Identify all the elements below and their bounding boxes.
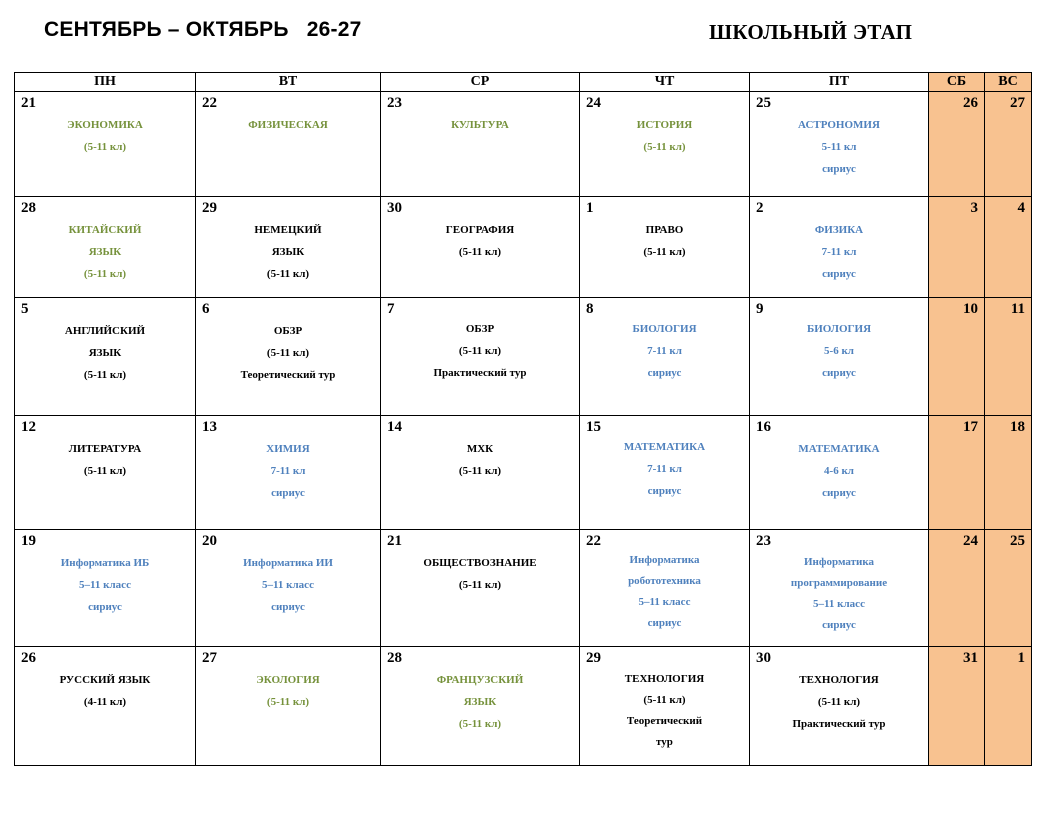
calendar-day-cell-tue bbox=[196, 647, 381, 766]
day-number: 25 bbox=[1010, 533, 1025, 549]
subject-detail: сириус bbox=[822, 619, 856, 631]
subject-name: АСТРОНОМИЯ bbox=[798, 119, 880, 131]
subject-name: БИОЛОГИЯ bbox=[806, 323, 872, 335]
subject-detail: Теоретический тур bbox=[240, 369, 336, 381]
subject-detail: 5–11 класс bbox=[262, 579, 314, 591]
subject-name: НЕМЕЦКИЙ bbox=[254, 224, 322, 236]
subject-detail: (4-11 кл) bbox=[83, 696, 127, 708]
subject-name: Информатика bbox=[803, 556, 874, 568]
subject-detail: 5-11 кл bbox=[821, 141, 857, 153]
calendar-week-row bbox=[15, 416, 1032, 530]
subject-detail: Практический тур bbox=[792, 718, 886, 730]
subject-detail: 7-11 кл bbox=[270, 465, 306, 477]
calendar-day-cell-sat bbox=[929, 416, 985, 530]
subject-detail: 5–11 класс bbox=[638, 596, 691, 608]
subject-detail: сириус bbox=[647, 485, 682, 497]
calendar-day-cell-tue bbox=[196, 197, 381, 298]
subject-name: ЛИТЕРАТУРА bbox=[68, 443, 142, 455]
day-number: 16 bbox=[756, 419, 771, 435]
subject-name: ЭКОНОМИКА bbox=[67, 119, 143, 131]
day-number: 4 bbox=[1017, 200, 1025, 216]
calendar-day-cell-tue bbox=[196, 298, 381, 416]
day-number: 21 bbox=[21, 95, 36, 111]
subject-block bbox=[580, 219, 749, 263]
subject-detail: (5-11 кл) bbox=[643, 246, 686, 258]
day-number: 1 bbox=[586, 200, 594, 216]
day-number: 1 bbox=[1017, 650, 1025, 666]
calendar-day-cell-sun bbox=[985, 416, 1032, 530]
subject-detail: ЯЗЫК bbox=[463, 696, 497, 708]
subject-name: КИТАЙСКИЙ bbox=[68, 224, 142, 236]
subject-block bbox=[580, 669, 749, 753]
subject-name: МХК bbox=[466, 443, 494, 455]
subject-detail: 7-11 кл bbox=[821, 246, 857, 258]
subject-block bbox=[750, 318, 928, 384]
day-number: 21 bbox=[387, 533, 402, 549]
day-number: 20 bbox=[202, 533, 217, 549]
day-number: 24 bbox=[586, 95, 601, 111]
subject-block bbox=[750, 669, 928, 735]
subject-block bbox=[15, 320, 195, 386]
subject-block bbox=[15, 114, 195, 158]
day-number: 22 bbox=[202, 95, 217, 111]
subject-detail: сириус bbox=[822, 367, 856, 379]
subject-name: ПРАВО bbox=[645, 224, 684, 236]
subject-detail: сириус bbox=[822, 163, 856, 175]
calendar-day-cell-sat bbox=[929, 647, 985, 766]
subject-detail: робототехника bbox=[628, 575, 701, 587]
subject-detail: (5-11 кл) bbox=[458, 345, 502, 357]
day-number: 2 bbox=[756, 200, 764, 216]
day-number: 30 bbox=[387, 200, 402, 216]
day-number: 6 bbox=[202, 301, 210, 317]
subject-block bbox=[196, 320, 380, 386]
calendar-day-cell-fri bbox=[750, 298, 929, 416]
subject-detail: 4-6 кл bbox=[824, 465, 854, 477]
day-number: 31 bbox=[963, 650, 978, 666]
subject-name: ТЕХНОЛОГИЯ bbox=[799, 674, 879, 686]
calendar-week-row bbox=[15, 647, 1032, 766]
calendar-day-cell-sun bbox=[985, 197, 1032, 298]
day-number: 25 bbox=[756, 95, 771, 111]
day-number: 9 bbox=[756, 301, 764, 317]
subject-detail: Практический тур bbox=[433, 367, 527, 379]
day-number: 19 bbox=[21, 533, 36, 549]
day-number: 8 bbox=[586, 301, 594, 317]
day-number: 3 bbox=[970, 200, 978, 216]
calendar-day-cell-wed bbox=[381, 530, 580, 647]
day-number: 30 bbox=[756, 650, 771, 666]
subject-detail: (5-11 кл) bbox=[83, 141, 127, 153]
subject-name: Информатика ИИ bbox=[243, 557, 333, 569]
subject-name: Информатика ИБ bbox=[60, 557, 150, 569]
day-number: 13 bbox=[202, 419, 217, 435]
day-number: 26 bbox=[21, 650, 36, 666]
calendar-day-cell-thu bbox=[580, 530, 750, 647]
subject-block bbox=[381, 669, 579, 735]
day-number: 28 bbox=[387, 650, 402, 666]
calendar-week-row bbox=[15, 92, 1032, 197]
calendar-day-cell-thu bbox=[580, 416, 750, 530]
weekday-header-fri: ПТ bbox=[750, 73, 929, 92]
subject-block bbox=[750, 114, 928, 180]
subject-detail: 5–11 класс bbox=[79, 579, 131, 591]
subject-name: ФИЗИКА bbox=[814, 224, 864, 236]
subject-block bbox=[15, 219, 195, 285]
subject-block bbox=[580, 436, 749, 502]
subject-name: АНГЛИЙСКИЙ bbox=[64, 325, 146, 337]
day-number: 10 bbox=[963, 301, 978, 317]
stage-title: ШКОЛЬНЫЙ ЭТАП bbox=[709, 20, 913, 44]
subject-name: КУЛЬТУРА bbox=[451, 119, 509, 131]
subject-name: ФИЗИЧЕСКАЯ bbox=[248, 119, 328, 131]
calendar-day-cell-mon bbox=[15, 298, 196, 416]
calendar-day-cell-wed bbox=[381, 92, 580, 197]
weekday-header-sat: СБ bbox=[929, 73, 985, 92]
subject-block bbox=[196, 114, 380, 136]
calendar-day-cell-thu bbox=[580, 647, 750, 766]
subject-name: ОБЩЕСТВОЗНАНИЕ bbox=[423, 557, 537, 569]
calendar-day-cell-tue bbox=[196, 530, 381, 647]
calendar-day-cell-sat bbox=[929, 92, 985, 197]
subject-name: ОБЗР bbox=[465, 323, 495, 335]
subject-detail: (5-11 кл) bbox=[266, 696, 310, 708]
day-number: 29 bbox=[586, 650, 601, 666]
subject-detail: (5-11 кл) bbox=[458, 718, 502, 730]
subject-name: МАТЕМАТИКА bbox=[623, 441, 706, 453]
subject-detail: (5-11 кл) bbox=[817, 696, 861, 708]
calendar-day-cell-sun bbox=[985, 647, 1032, 766]
subject-detail: программирование bbox=[790, 577, 888, 589]
subject-detail: сириус bbox=[647, 367, 682, 379]
subject-name: РУССКИЙ ЯЗЫК bbox=[59, 674, 151, 686]
subject-detail: (5-11 кл) bbox=[458, 246, 502, 258]
subject-detail: (5-11 кл) bbox=[458, 579, 502, 591]
day-number: 27 bbox=[1010, 95, 1025, 111]
subject-detail: сириус bbox=[822, 268, 856, 280]
weekday-header-tue: ВТ bbox=[196, 73, 381, 92]
calendar-day-cell-tue bbox=[196, 416, 381, 530]
day-number: 27 bbox=[202, 650, 217, 666]
day-number: 7 bbox=[387, 301, 395, 317]
subject-detail: (5-11 кл) bbox=[643, 694, 686, 706]
calendar-day-cell-sun bbox=[985, 530, 1032, 647]
calendar-day-cell-fri bbox=[750, 647, 929, 766]
subject-name: Информатика bbox=[629, 554, 700, 566]
day-number: 23 bbox=[756, 533, 771, 549]
calendar-day-cell-wed bbox=[381, 197, 580, 298]
subject-block bbox=[381, 438, 579, 482]
subject-block bbox=[15, 552, 195, 618]
subject-detail: тур bbox=[656, 736, 673, 748]
subject-block bbox=[381, 318, 579, 384]
calendar-day-cell-mon bbox=[15, 92, 196, 197]
calendar-day-cell-sat bbox=[929, 298, 985, 416]
subject-detail: ЯЗЫК bbox=[88, 246, 122, 258]
calendar-day-cell-fri bbox=[750, 416, 929, 530]
subject-block bbox=[750, 438, 928, 504]
day-number: 17 bbox=[963, 419, 978, 435]
day-number: 14 bbox=[387, 419, 402, 435]
day-number: 18 bbox=[1010, 419, 1025, 435]
calendar-day-cell-sun bbox=[985, 298, 1032, 416]
subject-block bbox=[750, 552, 928, 636]
subject-name: ОБЗР bbox=[273, 325, 303, 337]
day-number: 29 bbox=[202, 200, 217, 216]
calendar-day-cell-tue bbox=[196, 92, 381, 197]
day-number: 28 bbox=[21, 200, 36, 216]
subject-block bbox=[381, 552, 579, 596]
calendar-day-cell-wed bbox=[381, 298, 580, 416]
subject-block bbox=[381, 219, 579, 263]
calendar-day-cell-sat bbox=[929, 197, 985, 298]
calendar-day-cell-mon bbox=[15, 647, 196, 766]
subject-detail: (5-11 кл) bbox=[266, 268, 310, 280]
subject-detail: (5-11 кл) bbox=[643, 141, 686, 153]
subject-detail: (5-11 кл) bbox=[458, 465, 502, 477]
subject-name: МАТЕМАТИКА bbox=[798, 443, 880, 455]
calendar-day-cell-fri bbox=[750, 197, 929, 298]
calendar-day-cell-wed bbox=[381, 647, 580, 766]
calendar-day-cell-fri bbox=[750, 92, 929, 197]
subject-name: БИОЛОГИЯ bbox=[632, 323, 697, 335]
day-number: 15 bbox=[586, 419, 601, 435]
calendar-day-cell-mon bbox=[15, 530, 196, 647]
subject-block bbox=[381, 114, 579, 136]
calendar-week-row bbox=[15, 298, 1032, 416]
weekday-header-row bbox=[15, 73, 1032, 92]
calendar-day-cell-sat bbox=[929, 530, 985, 647]
calendar-day-cell-mon bbox=[15, 197, 196, 298]
calendar-day-cell-fri bbox=[750, 530, 929, 647]
subject-block bbox=[580, 114, 749, 158]
subject-detail: (5-11 кл) bbox=[83, 369, 127, 381]
page-title: СЕНТЯБРЬ – ОКТЯБРЬ 26-27 bbox=[44, 18, 362, 41]
day-number: 23 bbox=[387, 95, 402, 111]
subject-detail: сириус bbox=[88, 601, 122, 613]
calendar-day-cell-thu bbox=[580, 197, 750, 298]
subject-block bbox=[15, 669, 195, 713]
subject-block bbox=[196, 669, 380, 713]
calendar-day-cell-thu bbox=[580, 298, 750, 416]
calendar-day-cell-wed bbox=[381, 416, 580, 530]
subject-detail: ЯЗЫК bbox=[88, 347, 122, 359]
subject-detail: Теоретический bbox=[626, 715, 703, 727]
subject-block bbox=[196, 552, 380, 618]
calendar-week-row bbox=[15, 530, 1032, 647]
day-number: 5 bbox=[21, 301, 29, 317]
subject-detail: сириус bbox=[647, 617, 682, 629]
day-number: 22 bbox=[586, 533, 601, 549]
subject-detail: 7-11 кл bbox=[647, 345, 682, 357]
calendar-day-cell-mon bbox=[15, 416, 196, 530]
subject-detail: (5-11 кл) bbox=[83, 268, 127, 280]
day-number: 12 bbox=[21, 419, 36, 435]
subject-detail: 7-11 кл bbox=[647, 463, 682, 475]
olympiad-calendar bbox=[14, 72, 1032, 766]
subject-name: ЭКОЛОГИЯ bbox=[256, 674, 320, 686]
calendar-day-cell-sun bbox=[985, 92, 1032, 197]
subject-name: ГЕОГРАФИЯ bbox=[445, 224, 515, 236]
subject-detail: ЯЗЫК bbox=[271, 246, 305, 258]
subject-name: ФРАНЦУЗСКИЙ bbox=[436, 674, 524, 686]
weekday-header-mon: ПН bbox=[15, 73, 196, 92]
weekday-header-wed: СР bbox=[381, 73, 580, 92]
weekday-header-sun: ВС bbox=[985, 73, 1032, 92]
subject-detail: сириус bbox=[271, 601, 305, 613]
subject-name: ТЕХНОЛОГИЯ bbox=[624, 673, 705, 685]
weekday-header-thu: ЧТ bbox=[580, 73, 750, 92]
subject-block bbox=[580, 550, 749, 634]
subject-block bbox=[196, 438, 380, 504]
subject-detail: сириус bbox=[271, 487, 305, 499]
subject-detail: 5-6 кл bbox=[824, 345, 854, 357]
subject-name: ХИМИЯ bbox=[266, 443, 310, 455]
subject-block bbox=[196, 219, 380, 285]
subject-detail: (5-11 кл) bbox=[266, 347, 310, 359]
subject-block bbox=[15, 438, 195, 482]
subject-name: ИСТОРИЯ bbox=[636, 119, 693, 131]
day-number: 24 bbox=[963, 533, 978, 549]
calendar-week-row bbox=[15, 197, 1032, 298]
subject-detail: сириус bbox=[822, 487, 856, 499]
subject-detail: 5–11 класс bbox=[813, 598, 865, 610]
day-number: 11 bbox=[1010, 301, 1025, 317]
subject-block bbox=[750, 219, 928, 285]
subject-detail: (5-11 кл) bbox=[83, 465, 127, 477]
calendar-day-cell-thu bbox=[580, 92, 750, 197]
subject-block bbox=[580, 318, 749, 384]
day-number: 26 bbox=[963, 95, 978, 111]
